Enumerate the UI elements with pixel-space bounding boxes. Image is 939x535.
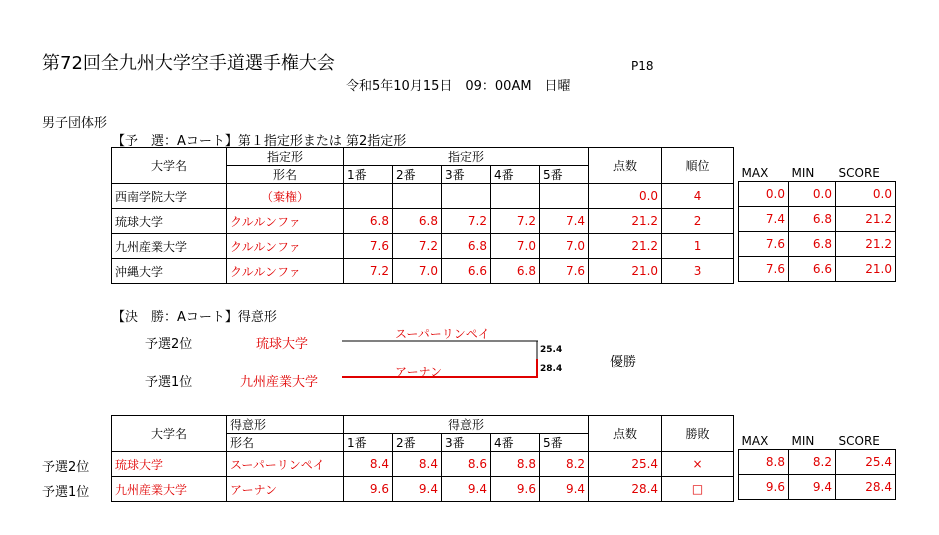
- col-header-judge: 2番: [393, 166, 442, 184]
- total-score: 21.2: [589, 234, 662, 259]
- score-value: 21.2: [836, 207, 896, 232]
- max-value: 8.8: [739, 450, 789, 475]
- col-header-rank: 順位: [662, 148, 734, 184]
- page-title: 第72回全九州大学空手道選手権大会: [42, 53, 335, 74]
- table-row: [739, 257, 896, 282]
- table-row: [739, 207, 896, 232]
- col-header-univ: 大学名: [112, 148, 227, 184]
- score-value: 28.4: [836, 475, 896, 500]
- judge-score: 9.4: [442, 477, 491, 502]
- judge-score: 7.6: [540, 259, 589, 284]
- rank: 3: [662, 259, 734, 284]
- min-value: 9.4: [789, 475, 836, 500]
- table-row: [112, 209, 734, 234]
- min-value: 0.0: [789, 182, 836, 207]
- bracket-top-kata: スーパーリンペイ: [395, 327, 490, 341]
- rank: 4: [662, 184, 734, 209]
- score-value: 25.4: [836, 450, 896, 475]
- side-header-max: MAX: [739, 165, 789, 182]
- judge-score: 6.8: [344, 209, 393, 234]
- judge-score: 7.2: [344, 259, 393, 284]
- col-header-judge: 4番: [491, 434, 540, 452]
- min-value: 6.8: [789, 207, 836, 232]
- col-header-kata-name: 形名: [227, 434, 344, 452]
- judge-score: 6.8: [442, 234, 491, 259]
- side-header-min: MIN: [789, 165, 836, 182]
- bracket-top-score: 25.4: [540, 345, 563, 355]
- judge-score: 7.0: [540, 234, 589, 259]
- judge-score: [393, 184, 442, 209]
- min-value: 6.6: [789, 257, 836, 282]
- judge-score: 8.8: [491, 452, 540, 477]
- min-value: 6.8: [789, 232, 836, 257]
- total-score: 0.0: [589, 184, 662, 209]
- final-heading: 【決 勝：Aコート】得意形: [112, 310, 277, 325]
- univ-name: 沖縄大学: [112, 259, 227, 284]
- judge-score: 8.2: [540, 452, 589, 477]
- rank: 1: [662, 234, 734, 259]
- judge-score: 8.4: [344, 452, 393, 477]
- judge-score: [442, 184, 491, 209]
- bracket-top-seed: 予選2位: [145, 337, 193, 352]
- col-header-result: 勝敗: [662, 416, 734, 452]
- page-number: P18: [631, 59, 654, 73]
- kata-name: クルルンファ: [227, 209, 344, 234]
- table-row: [112, 234, 734, 259]
- judge-score: 7.2: [491, 209, 540, 234]
- col-header-judge: 5番: [540, 166, 589, 184]
- judge-score: 6.8: [491, 259, 540, 284]
- prelim-side-table: [738, 165, 896, 282]
- judge-score: 7.6: [344, 234, 393, 259]
- judge-score: 8.4: [393, 452, 442, 477]
- max-value: 7.6: [739, 257, 789, 282]
- univ-name: 九州産業大学: [112, 477, 227, 502]
- kata-name: （棄権）: [227, 184, 344, 209]
- bracket-bottom-kata: アーナン: [395, 365, 443, 379]
- kata-name: クルルンファ: [227, 259, 344, 284]
- col-header-kata: 指定形: [227, 148, 344, 166]
- prelim-table: [111, 147, 734, 284]
- judge-score: 9.4: [540, 477, 589, 502]
- max-value: 0.0: [739, 182, 789, 207]
- score-value: 21.2: [836, 232, 896, 257]
- table-row: [739, 475, 896, 500]
- judge-score: 9.6: [491, 477, 540, 502]
- max-value: 7.4: [739, 207, 789, 232]
- total-score: 21.2: [589, 209, 662, 234]
- col-header-judge: 3番: [442, 434, 491, 452]
- kata-name: クルルンファ: [227, 234, 344, 259]
- judge-score: 7.4: [540, 209, 589, 234]
- judge-score: 9.6: [344, 477, 393, 502]
- col-header-kata-name: 形名: [227, 166, 344, 184]
- col-header-judge: 1番: [344, 166, 393, 184]
- table-row: [112, 452, 734, 477]
- event-date: 令和5年10月15日 09：00AM 日曜: [346, 79, 571, 94]
- col-header-univ: 大学名: [112, 416, 227, 452]
- winner-label: 優勝: [610, 355, 637, 370]
- univ-name: 琉球大学: [112, 452, 227, 477]
- total-score: 21.0: [589, 259, 662, 284]
- judge-score: 7.0: [491, 234, 540, 259]
- min-value: 8.2: [789, 450, 836, 475]
- univ-name: 琉球大学: [112, 209, 227, 234]
- table-row: [112, 184, 734, 209]
- side-header-score: SCORE: [836, 433, 896, 450]
- final-table: [111, 415, 734, 502]
- score-value: 21.0: [836, 257, 896, 282]
- total-score: 25.4: [589, 452, 662, 477]
- kata-name: スーパーリンペイ: [227, 452, 344, 477]
- bracket-top-univ: 琉球大学: [256, 337, 309, 352]
- final-row-seed: 予選1位: [42, 485, 90, 500]
- table-row: [112, 477, 734, 502]
- col-header-judge: 5番: [540, 434, 589, 452]
- univ-name: 西南学院大学: [112, 184, 227, 209]
- final-side-table: [738, 433, 896, 500]
- result-mark: □: [662, 477, 734, 502]
- max-value: 9.6: [739, 475, 789, 500]
- col-header-kata: 得意形: [227, 416, 344, 434]
- bracket-bottom-univ: 九州産業大学: [240, 375, 319, 390]
- rank: 2: [662, 209, 734, 234]
- judge-score: 7.0: [393, 259, 442, 284]
- category-label: 男子団体形: [42, 116, 108, 131]
- prelim-heading: 【予 選：Aコート】第１指定形または 第2指定形: [112, 134, 407, 149]
- judge-score: 6.8: [393, 209, 442, 234]
- judge-score: [344, 184, 393, 209]
- judge-score: 8.6: [442, 452, 491, 477]
- col-header-scores: 得意形: [344, 416, 589, 434]
- kata-name: アーナン: [227, 477, 344, 502]
- table-row: [112, 259, 734, 284]
- judge-score: 6.6: [442, 259, 491, 284]
- univ-name: 九州産業大学: [112, 234, 227, 259]
- col-header-judge: 4番: [491, 166, 540, 184]
- side-header-min: MIN: [789, 433, 836, 450]
- col-header-total: 点数: [589, 416, 662, 452]
- final-row-seed: 予選2位: [42, 460, 90, 475]
- col-header-judge: 3番: [442, 166, 491, 184]
- table-row: [739, 450, 896, 475]
- col-header-total: 点数: [589, 148, 662, 184]
- judge-score: [491, 184, 540, 209]
- score-value: 0.0: [836, 182, 896, 207]
- judge-score: 7.2: [393, 234, 442, 259]
- table-row: [739, 182, 896, 207]
- bracket-bottom-score: 28.4: [540, 364, 563, 374]
- bracket-bottom-seed: 予選1位: [145, 375, 193, 390]
- side-header-max: MAX: [739, 433, 789, 450]
- total-score: 28.4: [589, 477, 662, 502]
- judge-score: 7.2: [442, 209, 491, 234]
- result-mark: ×: [662, 452, 734, 477]
- col-header-judge: 1番: [344, 434, 393, 452]
- col-header-scores: 指定形: [344, 148, 589, 166]
- judge-score: 9.4: [393, 477, 442, 502]
- bracket-lines: [340, 335, 540, 383]
- judge-score: [540, 184, 589, 209]
- side-header-score: SCORE: [836, 165, 896, 182]
- col-header-judge: 2番: [393, 434, 442, 452]
- max-value: 7.6: [739, 232, 789, 257]
- table-row: [739, 232, 896, 257]
